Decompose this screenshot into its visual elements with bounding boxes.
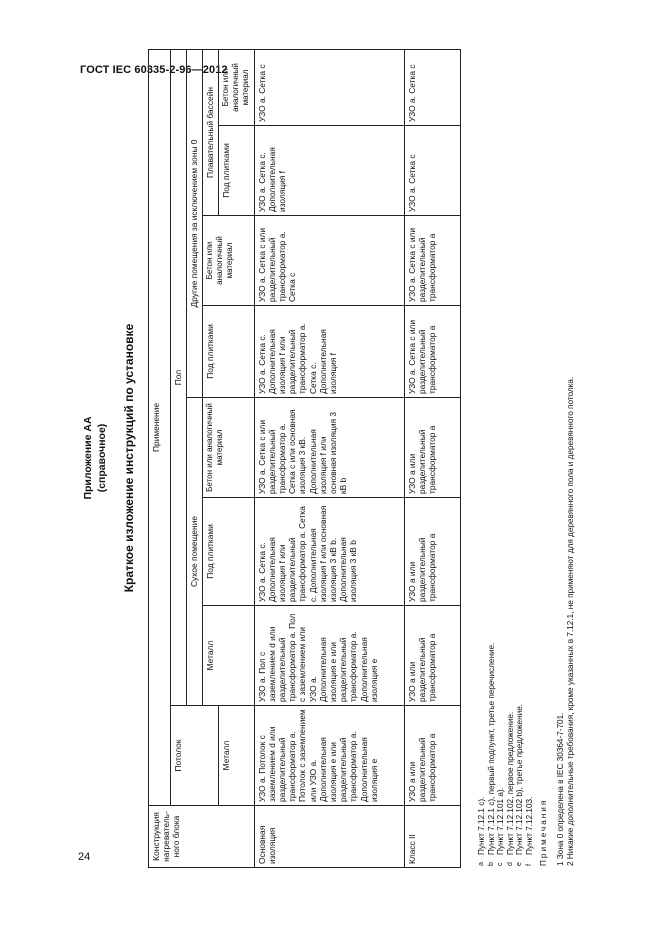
note-item: 1 Зона 0 определена в IEC 30364-7-701.: [556, 712, 566, 866]
footnote: bПункт 7.12.1 c), первый подпункт, третье перечисление.: [486, 642, 496, 866]
header-floor: Пол: [171, 49, 187, 705]
footnote: aПункт 7.12.1 c).: [477, 796, 486, 866]
cell-other-concrete: УЗО a. Сетка c или разделительный трансформатор a: [404, 216, 460, 306]
cell-other-tiles: УЗО a. Сетка c или разделительный трансформатор a: [404, 306, 460, 398]
page-number: 24: [78, 851, 91, 863]
header-ceiling: Потолок: [171, 706, 219, 806]
footnote: dПункт 7.12.102, первое предложение.: [505, 711, 515, 866]
footnotes-block: [477, 50, 576, 866]
header-dry-metal: Металл: [203, 606, 255, 706]
header-other-concrete: Бетон или аналогичный материал: [203, 216, 255, 306]
header-pool-tiles: Под плитками: [219, 126, 255, 216]
footnote: cПункт 7.12.101 a).: [496, 787, 506, 866]
cell-dry-tiles: УЗО a. Сетка c. Дополнительная изоляция f или разделительный трансформатор a. Сетка c. Дополнительная изоляция f или основная изоляция 3 кВ b. Дополнительная изоляция 3 кВ b: [254, 498, 404, 606]
header-dry-room: Сухое помещение: [187, 398, 203, 706]
cell-dry-concrete: УЗО a или разделительный трансформатор a: [404, 398, 460, 498]
installation-table: [148, 49, 461, 868]
header-construction: Конструкция нагреватель-ного блока: [149, 806, 255, 868]
header-other-tiles: Под плитками: [203, 306, 255, 398]
footnote: fПункт 7.12.103.: [524, 796, 534, 866]
cell-ceiling-metal: УЗО a или разделительный трансформатор a: [404, 706, 460, 806]
standard-header: ГОСТ IEC 60335-2-96—2012: [80, 64, 228, 76]
rotated-annex-page: [82, 48, 575, 868]
header-application: Применение: [149, 49, 171, 805]
cell-other-concrete: УЗО a. Сетка c или разделительный трансформатор a. Сетка c: [254, 216, 404, 306]
cell-pool-concrete: УЗО a. Сетка c: [254, 49, 404, 125]
header-pool: Плавательный бассейн: [203, 49, 219, 215]
notes-heading: Примечания: [538, 798, 548, 866]
note-item: 2 Никакие дополнительные требования, кроме указанных в 7.12.1, не применяют для деревянного пола и деревянного потолка.: [565, 376, 575, 866]
cell-dry-metal: УЗО a. Пол с заземлением d или разделительный трансформатор a. Пол с заземлением или УЗО a. Дополнительная изоляция e или разделительный трансформатор a. Дополнительная изоляция e: [254, 606, 404, 706]
table-title: Краткое изложение инструкций по установке: [122, 323, 136, 593]
header-pool-concrete: Бетон или аналогичный материал: [219, 49, 255, 125]
annex-subtitle: (справочное): [96, 423, 108, 493]
table-row: [404, 49, 460, 867]
header-dry-concrete: Бетон или аналогичный материал: [203, 398, 255, 498]
cell-dry-concrete: УЗО a. Сетка c или разделительный трансформатор a. Сетка c или основная изоляция 3 кВ. Дополнительная изоляция f или основная изоляция 3 кВ b: [254, 398, 404, 498]
footnote: eПункт 7.12.102 b), третье предложение.: [515, 703, 525, 866]
cell-dry-tiles: УЗО a или разделительный трансформатор a: [404, 498, 460, 606]
header-other-rooms: Другие помещения за исключением зоны 0: [187, 49, 203, 397]
row-construction: Основная изоляция: [254, 806, 404, 868]
annex-title: Приложение АА: [82, 416, 94, 500]
cell-pool-concrete: УЗО a. Сетка c: [404, 49, 460, 125]
table-row: [254, 49, 404, 867]
cell-other-tiles: УЗО a. Сетка c. Дополнительная изоляция f или разделительный трансформатор a. Сетка c. Дополнительная изоляция f: [254, 306, 404, 398]
cell-dry-metal: УЗО a или разделительный трансформатор a: [404, 606, 460, 706]
cell-pool-tiles: УЗО a. Сетка c: [404, 126, 460, 216]
row-construction: Класс II: [404, 806, 460, 868]
header-ceiling-metal: Металл: [219, 706, 255, 806]
header-dry-tiles: Под плитками: [203, 498, 255, 606]
cell-ceiling-metal: УЗО a. Потолок с заземлением d или разделительный трансформатор a. Потолок с заземлением или УЗО a. Дополнительная изоляция e или разделительный трансформатор a. Дополнительная изоляция e: [254, 706, 404, 806]
cell-pool-tiles: УЗО a. Сетка c. Дополнительная изоляция f: [254, 126, 404, 216]
